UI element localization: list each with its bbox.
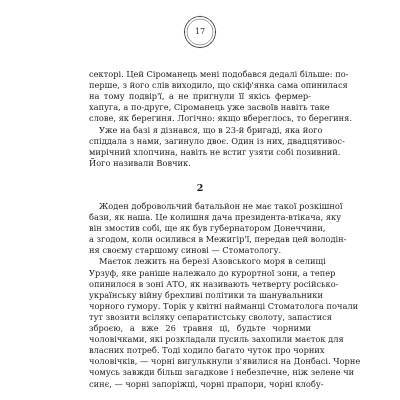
text-line: слове, як берегиня. Логічно: якщо вбереглось, то берегиня. [89, 113, 352, 124]
text-line: мирічний хлопчина, навіть не встиг узяти собі позивний. [89, 147, 341, 158]
text-line: Уже на базі я дізнався, що в 23-й бригаді, яка його [99, 125, 323, 135]
text-line: чоловічками, які розкладали пусиль захопили маєток для [89, 334, 344, 345]
text-line: тут звозити всіляку сепаратистську сволоту, запастися [89, 312, 332, 322]
text-line: чорного гумору. Торік у квітні найманці Стоматолога почали [89, 300, 359, 311]
text-line: чомусь завжди більш загадкове і небезпечне, ніж зелене чи [89, 367, 355, 378]
text-line: українську війну брехливі політики та шанувальники [89, 289, 323, 300]
page-number: 17 [194, 27, 206, 36]
text-line: бази, як наша. Це колишня дача президента-втікача, яку [89, 212, 342, 223]
text-line: секторі. Цей Сіроманець мені подобався дедалі більше: по- [89, 69, 349, 79]
text-line: ня своєму старшому синові — Стоматологу. [89, 245, 282, 256]
paragraph-1 [89, 69, 352, 124]
text-line: чоловічків, — чорні вигулькнули з'явилися на Донбасі. Чорне [89, 356, 361, 367]
text-line: спіддала з нами, загинуло двоє. Один із них, двадцятивос- [89, 136, 345, 147]
text-line: перше, з його слів виходило, що скіф'янка сама опинилася [89, 80, 348, 91]
text-line: Жоден добровольчий батальйон не має такої розкішної [99, 201, 343, 211]
text-line: синє, — чорні запоріжці, чорні прапори, чорні клобу- [89, 378, 324, 389]
paragraph-3 [89, 201, 359, 312]
text-line: Маєток лежить на березі Азовського моря в селищі [99, 256, 326, 267]
paragraph-2 [89, 125, 345, 169]
text-line: а згодом, коли осилився в Межигір'ї, передав цей володін- [89, 234, 347, 245]
text-line: власних потреб. Тоді ходило багато чуток про чорних [89, 345, 325, 356]
text-line: він змостив собі, ще як був губернатором Донеччини, [89, 223, 326, 234]
text-line: на тому подвір'ї, а не пригнули її якісь фермер- [89, 91, 311, 102]
text-line: Його називали Вовчик. [89, 158, 191, 169]
paragraph-4 [89, 312, 361, 390]
text-line: опинилося в зоні АТО, як називають четверту російсько- [89, 278, 339, 289]
text-line: Урзуф, яке раніше належало до курортної зони, а тепер [89, 267, 336, 278]
section-number: 2 [196, 183, 204, 194]
text-line: зброєю, а вже 26 травня ці, будьте чорними [89, 323, 311, 334]
text-line: хапуга, а по-друге, Сіроманець уже засвоїв навіть таке [89, 102, 330, 113]
